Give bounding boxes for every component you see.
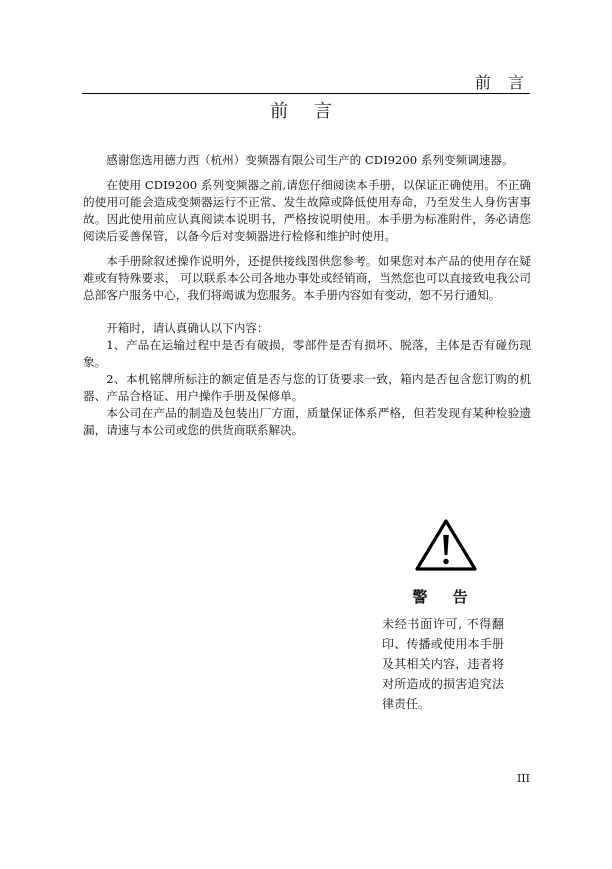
body-text <box>83 152 531 439</box>
checklist-item-2: 2、本机铭牌所标注的额定值是否与您的订货要求一致，箱内是否包含您订购的机器、产品合格证、用户操作手册及保修单。 <box>83 372 531 403</box>
paragraph-unboxing: 开箱时，请认真确认以下内容： <box>106 321 269 335</box>
warning-triangle-icon <box>414 518 478 572</box>
paragraph-wiring: 本手册除叙述操作说明外，还提供接线图供您参考。如果您对本产品的使用存在疑难或有特殊要求， 可以联系本公司各地办事处或经销商，当然您也可以直接致电我公司总部客户服务中心，我们将竭诚为您服务。本手册内容如有变动，恕不另行通知。 <box>83 254 531 302</box>
warning-title: 警 告 <box>412 588 478 606</box>
running-header: 前 言 <box>474 73 530 92</box>
paragraph-thanks: 感谢您选用德力西（杭州）变频器有限公司生产的 CDI9200 系列变频调速器。 <box>106 153 514 167</box>
checklist-item-1: 1、产品在运输过程中是否有破损，零部件是否有损坏、脱落，主体是否有碰伤现象。 <box>83 338 531 369</box>
paragraph-quality: 本公司在产品的制造及包装出厂方面，质量保证体系严格，但若发现有某种检验遗漏，请速与本公司或您的供货商联系解决。 <box>83 406 531 437</box>
warning-text: 未经书面许可, 不得翻印、传播或使用本手册及其相关内容，违者将对所造成的损害追究法律责任。 <box>382 617 504 711</box>
page-title: 前 言 <box>270 101 342 122</box>
page-number: III <box>516 772 530 785</box>
header-rule <box>82 93 530 94</box>
paragraph-usage: 在使用 CDI9200 系列变频器之前,请您仔细阅读本手册，以保证正确使用。不正确的使用可能会造成变频器运行不正常、发生故障或降低使用寿命，乃至发生人身伤害事故。因此使用前应认真阅读本说明书，严格按说明使用。本手册为标准附件，务必请您阅读后妥善保管，以备今后对变频器进行检修和维护时使用。 <box>83 178 531 243</box>
